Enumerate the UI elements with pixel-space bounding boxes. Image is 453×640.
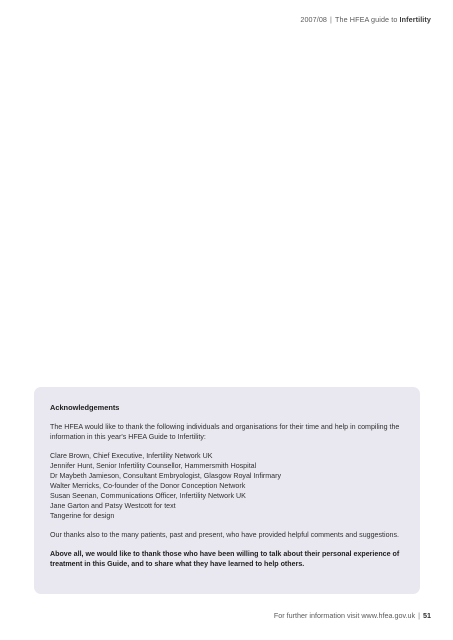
header-year: 2007/08: [300, 15, 328, 24]
acknowledgements-intro: The HFEA would like to thank the following individuals and organisations for their time and help in compiling the information in this year's HFEA Guide to Infertility:: [50, 423, 400, 441]
list-item: Clare Brown, Chief Executive, Infertility Network UK: [50, 452, 213, 460]
list-item: Jennifer Hunt, Senior Infertility Counsellor, Hammersmith Hospital: [50, 462, 257, 470]
acknowledgements-thanks: Our thanks also to the many patients, past and present, who have provided helpful comments and suggestions.: [50, 531, 399, 539]
acknowledgements-closing: Above all, we would like to thank those who have been willing to talk about their personal experience of treatment in this Guide, and to share what they have learned to help others.: [50, 550, 400, 568]
acknowledgements-title: Acknowledgements: [50, 403, 120, 412]
header-guide-prefix: The HFEA guide to: [335, 15, 398, 24]
list-item: Dr Maybeth Jamieson, Consultant Embryologist, Glasgow Royal Infirmary: [50, 472, 282, 480]
list-item: Jane Garton and Patsy Westcott for text: [50, 502, 176, 510]
header-guide-topic: Infertility: [399, 15, 431, 24]
acknowledgements-box: [34, 387, 420, 594]
page-footer: [274, 611, 431, 620]
header-separator: |: [330, 15, 332, 24]
running-header: [300, 15, 431, 24]
footer-text: For further information visit www.hfea.gov.uk: [273, 611, 416, 620]
list-item: Tangerine for design: [50, 512, 115, 520]
acknowledgements-people-list: [50, 451, 406, 521]
list-item: Susan Seenan, Communications Officer, Infertility Network UK: [50, 492, 246, 500]
footer-separator: |: [418, 611, 420, 620]
page-number: 51: [423, 611, 431, 620]
list-item: Walter Merricks, Co-founder of the Donor Conception Network: [50, 482, 246, 490]
